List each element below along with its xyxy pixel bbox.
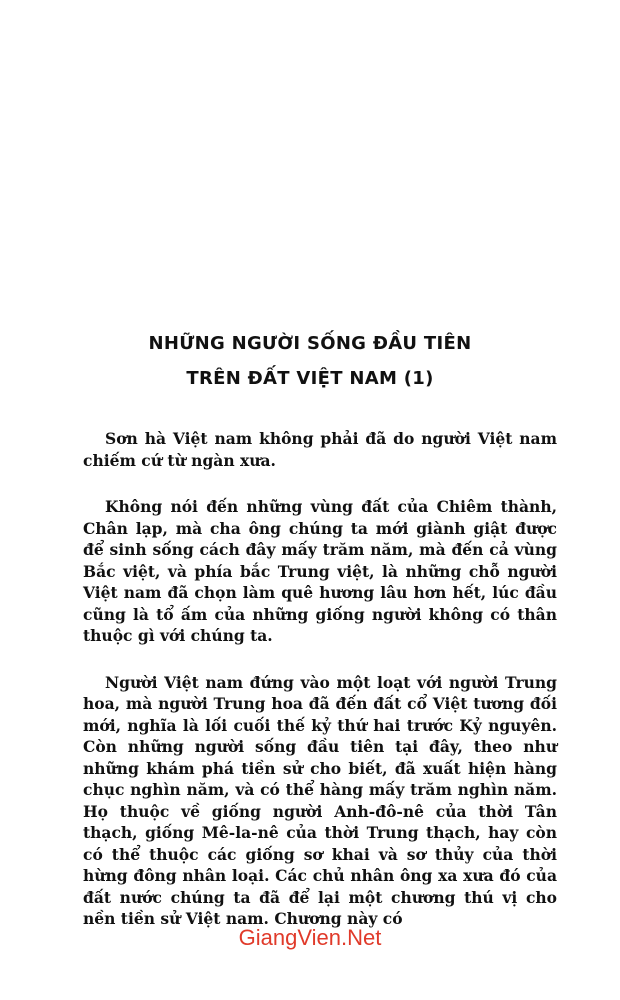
- paragraph-1: Sơn hà Việt nam không phải đã do người Việt nam chiếm cứ từ ngàn xưa.: [83, 429, 557, 470]
- site-watermark: GiangVien.Net: [238, 925, 382, 950]
- chapter-title-line-2: TRÊN ĐẤT VIỆT NAM (1): [186, 368, 434, 389]
- chapter-body: [83, 428, 557, 955]
- paragraph-3: Người Việt nam đứng vào một loạt với người Trung hoa, mà người Trung hoa đã đến đất cổ Việt tương đối mới, nghĩa là lối cuối thế kỷ thứ hai trước Kỷ nguyên. Còn những người sống đầu tiên tại đây, theo như những khám phá tiền sử cho biết, đã xuất hiện hàng chục nghìn năm, và có thể hàng mấy trăm nghìn năm. Họ thuộc về giống người Anh-đô-nê của thời Tân thạch, giống Mê-la-nê của thời Trung thạch, hay còn có thể thuộc các giống sơ khai và sơ thủy của thời hừng đông nhân loại. Các chủ nhân ông xa xưa đó của đất nước chúng ta đã để lại một chương thú vị cho nền tiền sử Việt nam. Chương này có: [83, 672, 557, 928]
- chapter-title-line-1: NHỮNG NGƯỜI SỐNG ĐẦU TIÊN: [148, 333, 472, 354]
- paragraph-2: Không nói đến những vùng đất của Chiêm thành, Chân lạp, mà cha ông chúng ta mới giành giật được để sinh sống cách đây mấy trăm năm, mà đến cả vùng Bắc việt, và phía bắc Trung việt, là những chỗ người Việt nam đã chọn làm quê hương lâu hơn hết, lúc đầu cũng là tổ ấm của những giống người không có thân thuộc gì với chúng ta.: [83, 497, 557, 645]
